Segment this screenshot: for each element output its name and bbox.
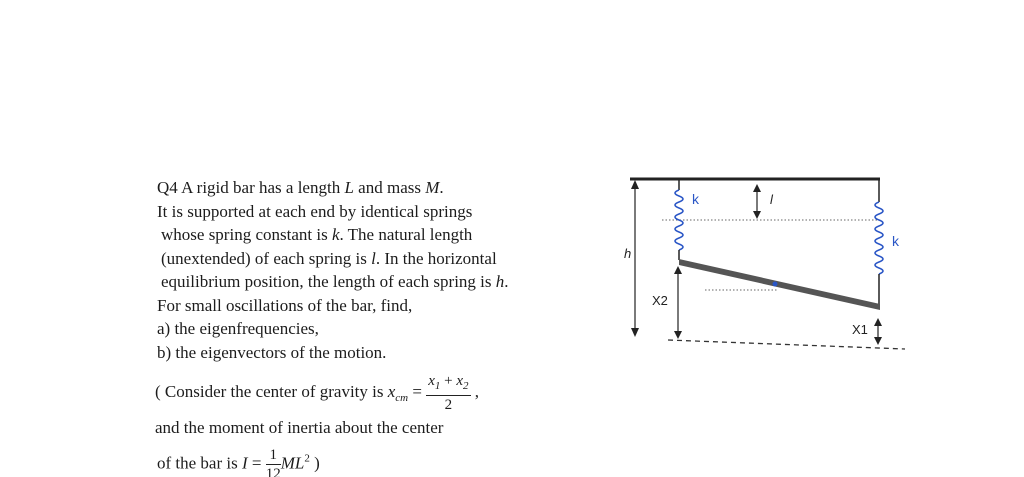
problem-statement [157,176,617,364]
moment-of-inertia-formula: of the bar is I = $\frac{1}{12}$ $ML^2$ ) [157,446,320,477]
cm-fraction: $\frac{x_1 + x_2}{2}$ [428,373,469,413]
right-spring-coil [875,202,883,274]
x1-arrow-head-top [874,318,882,326]
problem-line-5: equilibrium position, the length of each spring is h. [161,272,509,291]
h-arrow-head-bottom [631,328,639,337]
question-a: a) the eigenfrequencies, [157,319,319,338]
problem-line-6: For small oscillations of the bar, find, [157,295,413,315]
spring-bar-diagram [600,160,920,365]
equilibrium-dashed-line [668,340,905,349]
bar-center-mark [773,282,778,287]
rigid-bar [679,259,880,310]
label-h: h [624,246,632,261]
h-arrow-head-top [631,180,639,189]
l-arrow-head-bottom [753,211,761,219]
var-M: M [425,178,440,197]
var-k: k [331,225,340,244]
label-x1: X1 [852,322,868,337]
label-x2: X2 [652,293,668,308]
center-of-gravity-formula: ( Consider the center of gravity is $x_{cm}$ = $\frac{x_1 + x_2}{2}$ , [155,373,480,413]
var-L: L [344,178,354,197]
problem-line-3: whose spring constant is k. The natural length [161,225,473,244]
inertia-fraction: $\frac{1}{12}$ [265,447,281,477]
inertia-intro: and the moment of inertia about the center [155,418,444,437]
label-k-left: k [692,191,699,207]
var-l: l [371,248,376,268]
label-l: l [770,192,773,207]
x2-arrow-head-bottom [674,331,682,339]
label-k-right: k [892,233,899,249]
problem-line-1: Q4 A rigid bar has a length L and mass M. [157,178,444,197]
x1-arrow-head-bottom [874,337,882,345]
problem-line-2: It is supported at each end by identical springs [157,201,473,221]
var-h: h [495,272,505,291]
problem-line-4: (unextended) of each spring is l. In the horizontal [161,248,497,268]
l-arrow-head-top [753,184,761,192]
x2-arrow-head-top [674,266,682,274]
question-b: b) the eigenvectors of the motion. [157,342,387,362]
